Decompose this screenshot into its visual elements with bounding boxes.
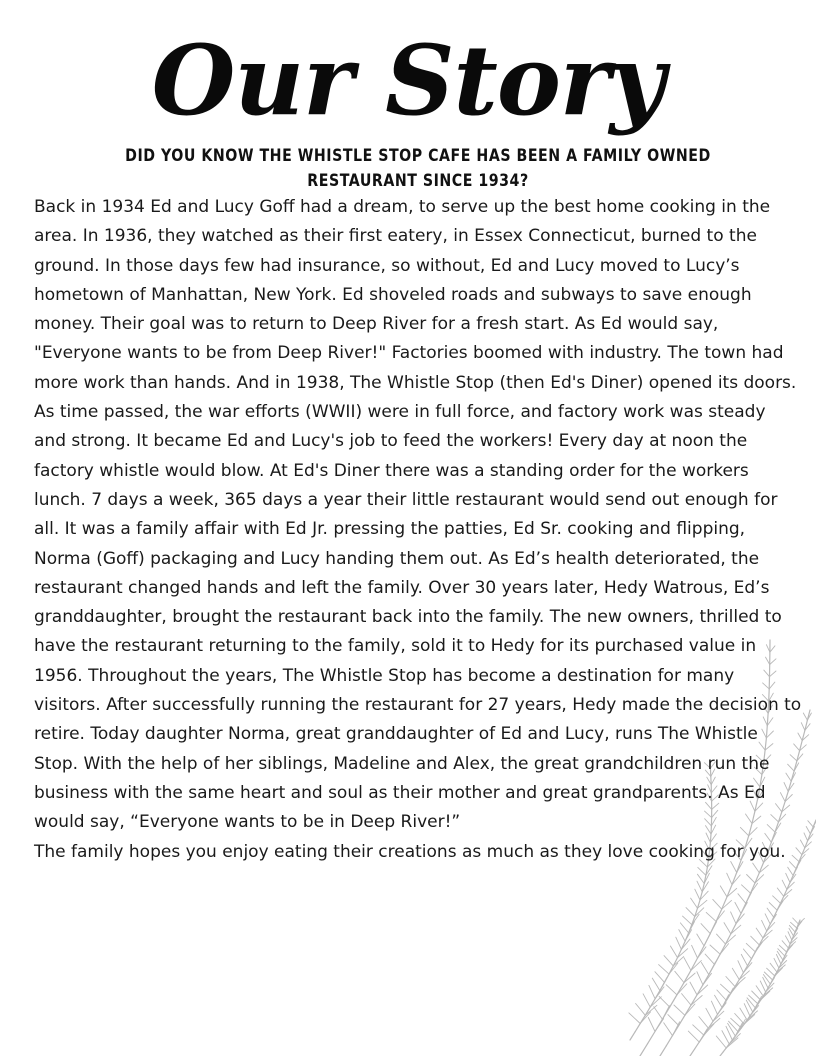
page-subtitle: [59, 143, 778, 193]
page-title: Our Story: [151, 24, 665, 137]
story-paragraph: Back in 1934 Ed and Lucy Goff had a dream, to serve up the best home cooking in the area. In 1936, they watched as their first eatery, in Essex Connecticut, burned to the ground. In those days few had insurance, so without, Ed and Lucy moved to Lucy’s hometown of Manhattan, New York. Ed shoveled roads and subways to save enough money. Their goal was to return to Deep River for a fresh start. As Ed would say, "Everyone wants to be from Deep River!" Factories boomed with industry. The town had more work than hands. And in 1938, The Whistle Stop (then Ed's Diner) opened its doors. As time passed, the war efforts (WWII) were in full force, and factory work was steady and strong. It became Ed and Lucy's job to feed the workers! Every day at noon the factory whistle would blow. At Ed's Diner there was a standing order for the workers lunch. 7 days a week, 365 days a year their little restaurant would send out enough for all. It was a family affair with Ed Jr. pressing the patties, Ed Sr. cooking and flipping, Norma (Goff) packaging and Lucy handing them out. As Ed’s health deteriorated, the restaurant changed hands and left the family. Over 30 years later, Hedy Watrous, Ed’s granddaughter, brought the restaurant back into the family. The new owners, thrilled to have the restaurant returning to the family, sold it to Hedy for its purchased value in 1956. Throughout the years, The Whistle Stop has become a destination for many visitors. After successfully running the restaurant for 27 years, Hedy made the decision to retire. Today daughter Norma, great granddaughter of Ed and Lucy, runs The Whistle Stop. With the help of her siblings, Madeline and Alex, the great grandchildren run the business with the same heart and soul as their mother and great grandparents. As Ed would say, “Everyone wants to be in Deep River!”: [34, 197, 802, 833]
subtitle-line-1: DID YOU KNOW THE WHISTLE STOP CAFE HAS BEEN A FAMILY OWNED: [125, 146, 711, 165]
closing-paragraph: The family hopes you enjoy eating their creations as much as they love cooking for you.: [34, 841, 786, 862]
subtitle-line-2: RESTAURANT SINCE 1934?: [307, 171, 529, 190]
story-body: [34, 193, 802, 867]
